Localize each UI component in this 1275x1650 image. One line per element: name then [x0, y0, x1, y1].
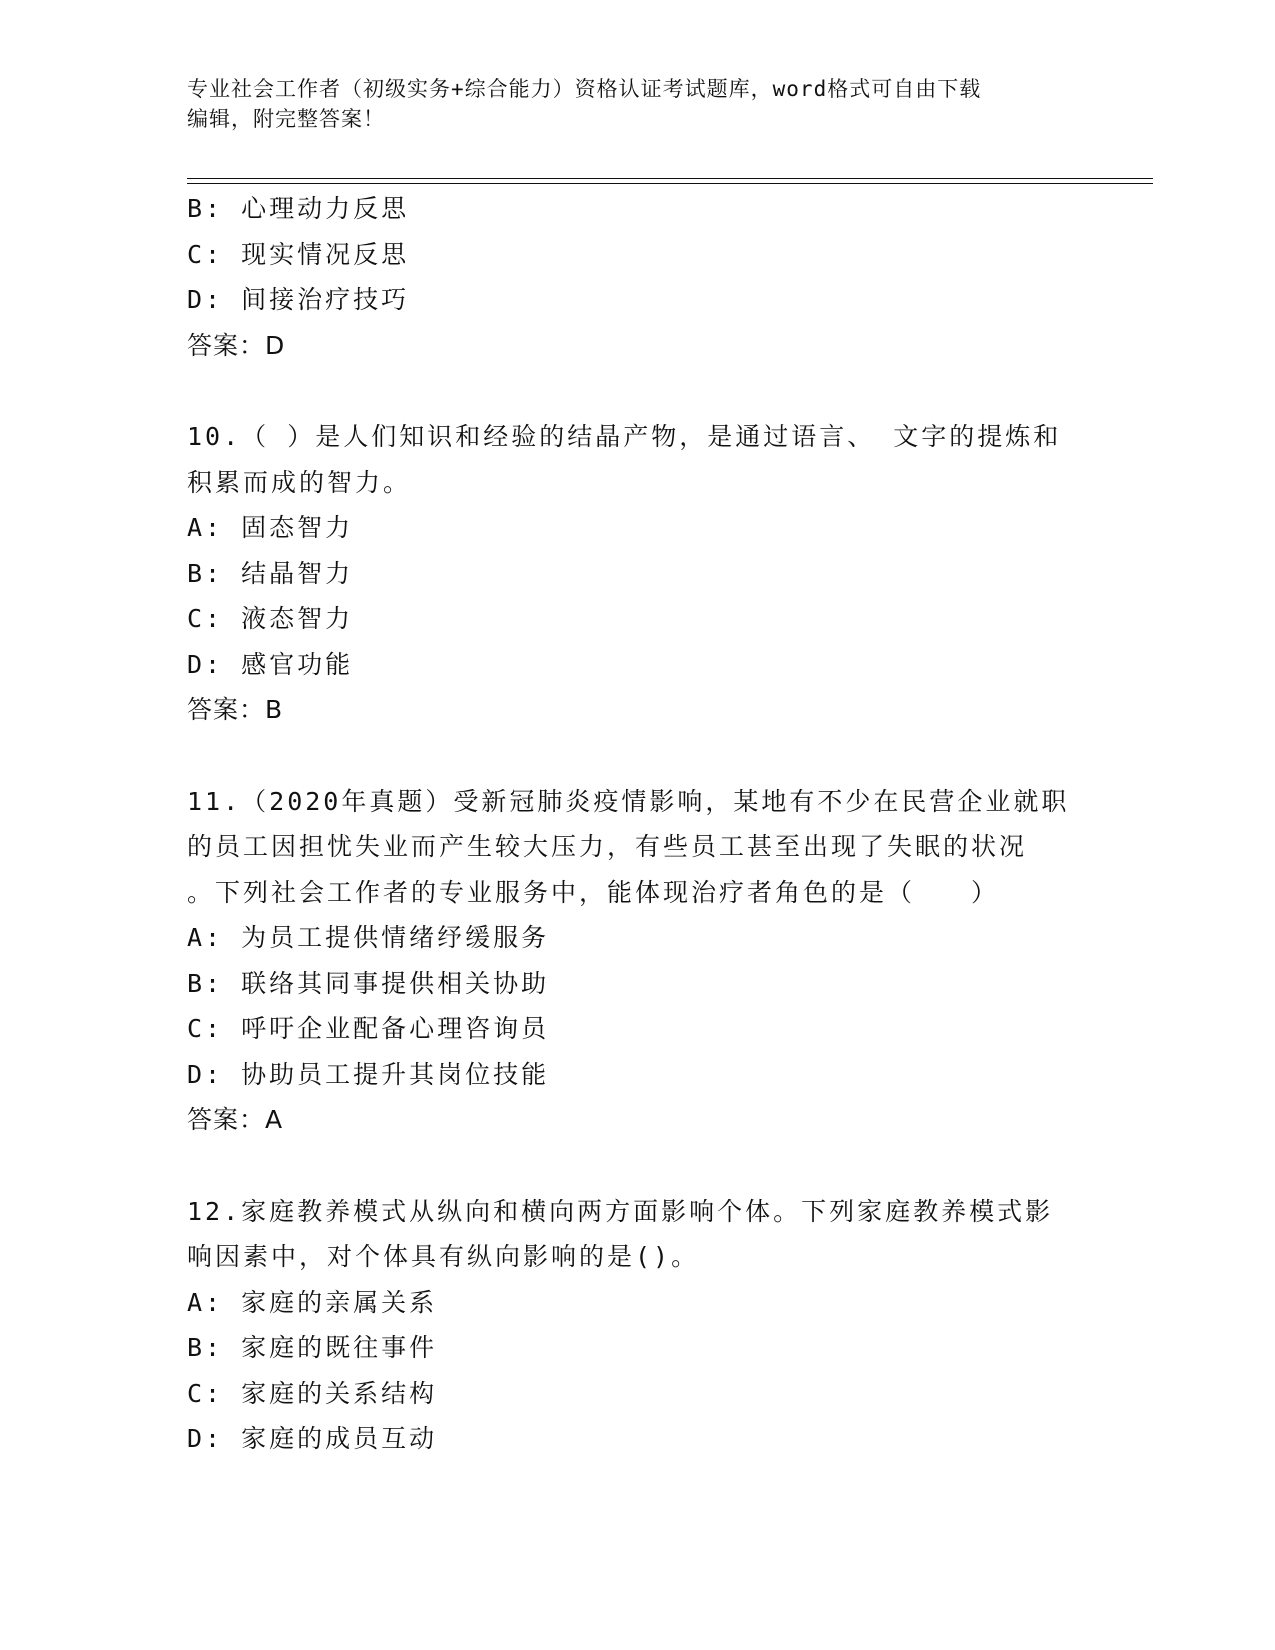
- document-header: [187, 74, 1087, 134]
- question-10-block: [187, 414, 1087, 733]
- q11-option-d: D: 协助员工提升其岗位技能: [187, 1059, 550, 1089]
- q10-option-c: C: 液态智力: [187, 604, 354, 633]
- question-11-block: [187, 779, 1087, 1143]
- header-line-1: 专业社会工作者（初级实务+综合能力）资格认证考试题库，word格式可自由下载: [187, 77, 982, 101]
- question-12-block: [187, 1189, 1087, 1462]
- q11-option-a: A: 为员工提供情绪纾缓服务: [187, 923, 550, 952]
- q10-option-b: B: 结晶智力: [187, 558, 354, 588]
- q12-stem-line-1: 12.家庭教养模式从纵向和横向两方面影响个体。下列家庭教养模式影: [187, 1196, 1054, 1226]
- q11-stem-line-2: 的员工因担忧失业而产生较大压力，有些员工甚至出现了失眠的状况: [187, 832, 1028, 861]
- spacer: [187, 733, 1087, 779]
- spacer: [187, 368, 1087, 414]
- q10-stem-line-2: 积累而成的智力。: [187, 467, 412, 497]
- q9-answer: 答案：D: [187, 330, 286, 360]
- q11-option-b: B: 联络其同事提供相关协助: [187, 968, 550, 998]
- q12-option-d: D: 家庭的成员互动: [187, 1424, 438, 1453]
- q11-stem-line-3: 。下列社会工作者的专业服务中，能体现治疗者角色的是（ ）: [187, 877, 1000, 907]
- q10-answer: 答案：B: [187, 695, 284, 724]
- q9-option-c: C: 现实情况反思: [187, 239, 410, 269]
- q10-option-d: D: 感官功能: [187, 649, 354, 679]
- q12-option-c: C: 家庭的关系结构: [187, 1378, 438, 1408]
- header-line-2: 编辑，附完整答案！: [187, 107, 385, 131]
- spacer: [187, 1143, 1087, 1189]
- q9-option-b: B: 心理动力反思: [187, 194, 410, 223]
- q11-answer: 答案：A: [187, 1105, 284, 1134]
- q10-stem-line-1: 10.（ ）是人们知识和经验的结晶产物，是通过语言、 文字的提炼和: [187, 422, 1062, 451]
- q12-stem-line-2: 响因素中，对个体具有纵向影响的是()。: [187, 1242, 700, 1271]
- q11-stem-line-1: 11.（2020年真题）受新冠肺炎疫情影响，某地有不少在民营企业就职: [187, 786, 1070, 816]
- question-9-block: [187, 186, 1087, 368]
- q11-option-c: C: 呼吁企业配备心理咨询员: [187, 1014, 550, 1043]
- q12-option-a: A: 家庭的亲属关系: [187, 1287, 438, 1317]
- header-divider-top: [187, 178, 1153, 179]
- question-content: [187, 186, 1087, 1462]
- header-divider-bottom: [187, 183, 1153, 184]
- q9-option-d: D: 间接治疗技巧: [187, 285, 410, 314]
- q12-option-b: B: 家庭的既往事件: [187, 1333, 438, 1362]
- q10-option-a: A: 固态智力: [187, 513, 354, 542]
